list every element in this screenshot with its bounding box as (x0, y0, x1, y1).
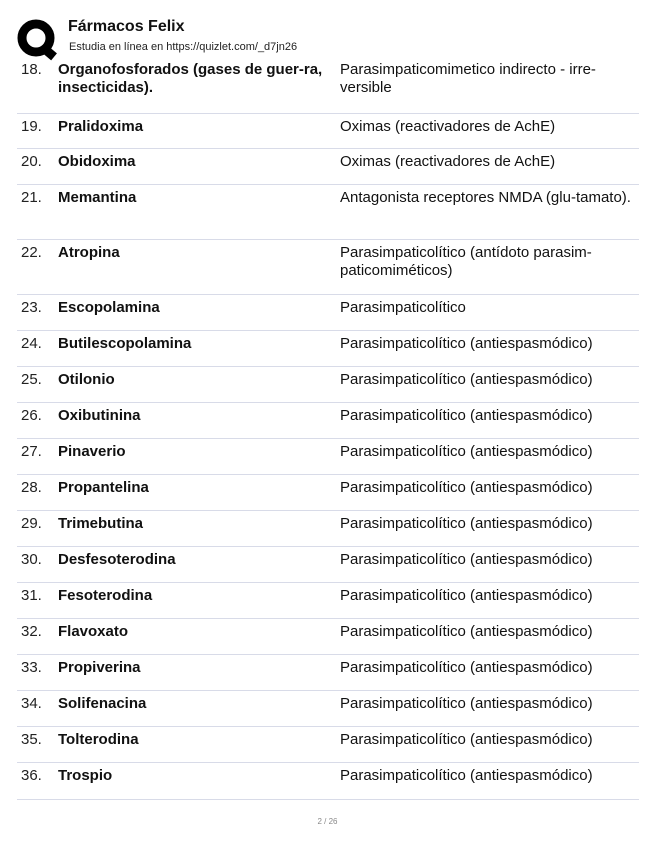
term-cell: Trospio (58, 767, 113, 784)
definition-cell: Parasimpaticolítico (antiespasmódico) (340, 371, 593, 388)
document-title: Fármacos Felix (68, 18, 185, 35)
row-number: 32. (21, 623, 42, 640)
definition-cell: Parasimpaticolítico (antiespasmódico) (340, 515, 593, 532)
term-cell: Flavoxato (58, 623, 129, 640)
term-cell: Pralidoxima (58, 118, 144, 135)
table-row (17, 149, 639, 185)
row-number: 25. (21, 371, 42, 388)
row-number: 20. (21, 153, 42, 170)
row-number: 24. (21, 335, 42, 352)
row-number: 27. (21, 443, 42, 460)
definition-cell: Parasimpaticolítico (antiespasmódico) (340, 443, 593, 460)
page-header (16, 14, 646, 60)
definition-cell: Antagonista receptores NMDA (glu-tamato). (340, 189, 631, 206)
definition-cell: Parasimpaticolítico (antiespasmódico) (340, 695, 593, 712)
table-row (17, 547, 639, 583)
term-cell: Trimebutina (58, 515, 144, 532)
study-online-link[interactable]: Estudia en línea en https://quizlet.com/_d7jn26 (69, 41, 298, 53)
row-number: 30. (21, 551, 42, 568)
definition-cell: Parasimpaticolítico (antiespasmódico) (340, 551, 593, 568)
term-cell: Oxibutinina (58, 407, 141, 424)
definition-cell: Parasimpaticolítico (antiespasmódico) (340, 479, 593, 496)
flashcard-table (17, 61, 639, 800)
term-cell: Fesoterodina (58, 587, 153, 604)
table-row (17, 763, 639, 800)
definition-cell: Parasimpaticolítico (antiespasmódico) (340, 731, 593, 748)
table-row (17, 655, 639, 691)
table-row (17, 240, 639, 295)
table-row (17, 331, 639, 367)
definition-cell: Parasimpaticolítico (antiespasmódico) (340, 659, 593, 676)
row-number: 34. (21, 695, 42, 712)
page-number: 2 / 26 (317, 817, 338, 826)
definition-cell: Parasimpaticolítico (antídoto parasim-paticomiméticos) (340, 244, 592, 279)
definition-cell: Parasimpaticolítico (antiespasmódico) (340, 767, 593, 784)
table-row (17, 583, 639, 619)
term-cell: Memantina (58, 189, 137, 206)
term-cell: Atropina (58, 244, 120, 261)
definition-cell: Parasimpaticolítico (340, 299, 466, 316)
row-number: 21. (21, 189, 42, 206)
definition-cell: Oximas (reactivadores de AchE) (340, 153, 556, 170)
row-number: 18. (21, 61, 42, 78)
term-cell: Butilescopolamina (58, 335, 192, 352)
row-number: 23. (21, 299, 42, 316)
term-cell: Desfesoterodina (58, 551, 176, 568)
definition-cell: Parasimpaticolítico (antiespasmódico) (340, 587, 593, 604)
table-row (17, 727, 639, 763)
row-number: 35. (21, 731, 42, 748)
table-row (17, 185, 639, 240)
quizlet-logo-icon (16, 18, 60, 62)
row-number: 36. (21, 767, 42, 784)
row-number: 31. (21, 587, 42, 604)
term-cell: Pinaverio (58, 443, 126, 460)
table-row (17, 295, 639, 331)
term-cell: Propiverina (58, 659, 141, 676)
term-cell: Otilonio (58, 371, 115, 388)
row-number: 26. (21, 407, 42, 424)
row-number: 28. (21, 479, 42, 496)
definition-cell: Oximas (reactivadores de AchE) (340, 118, 556, 135)
term-cell: Solifenacina (58, 695, 147, 712)
table-row (17, 511, 639, 547)
row-number: 19. (21, 118, 42, 135)
definition-cell: Parasimpaticomimetico indirecto - irre-versible (340, 61, 596, 96)
table-row (17, 439, 639, 475)
term-cell: Escopolamina (58, 299, 160, 316)
term-cell: Tolterodina (58, 731, 139, 748)
row-number: 22. (21, 244, 42, 261)
row-number: 29. (21, 515, 42, 532)
term-cell: Obidoxima (58, 153, 136, 170)
table-row (17, 691, 639, 727)
table-row (17, 367, 639, 403)
table-row (17, 114, 639, 149)
definition-cell: Parasimpaticolítico (antiespasmódico) (340, 623, 593, 640)
row-number: 33. (21, 659, 42, 676)
table-row (17, 619, 639, 655)
table-row (17, 57, 639, 114)
table-row (17, 403, 639, 439)
table-row (17, 475, 639, 511)
term-cell: Propantelina (58, 479, 149, 496)
term-cell: Organofosforados (gases de guer-ra, insecticidas). (58, 61, 323, 96)
definition-cell: Parasimpaticolítico (antiespasmódico) (340, 407, 593, 424)
definition-cell: Parasimpaticolítico (antiespasmódico) (340, 335, 593, 352)
